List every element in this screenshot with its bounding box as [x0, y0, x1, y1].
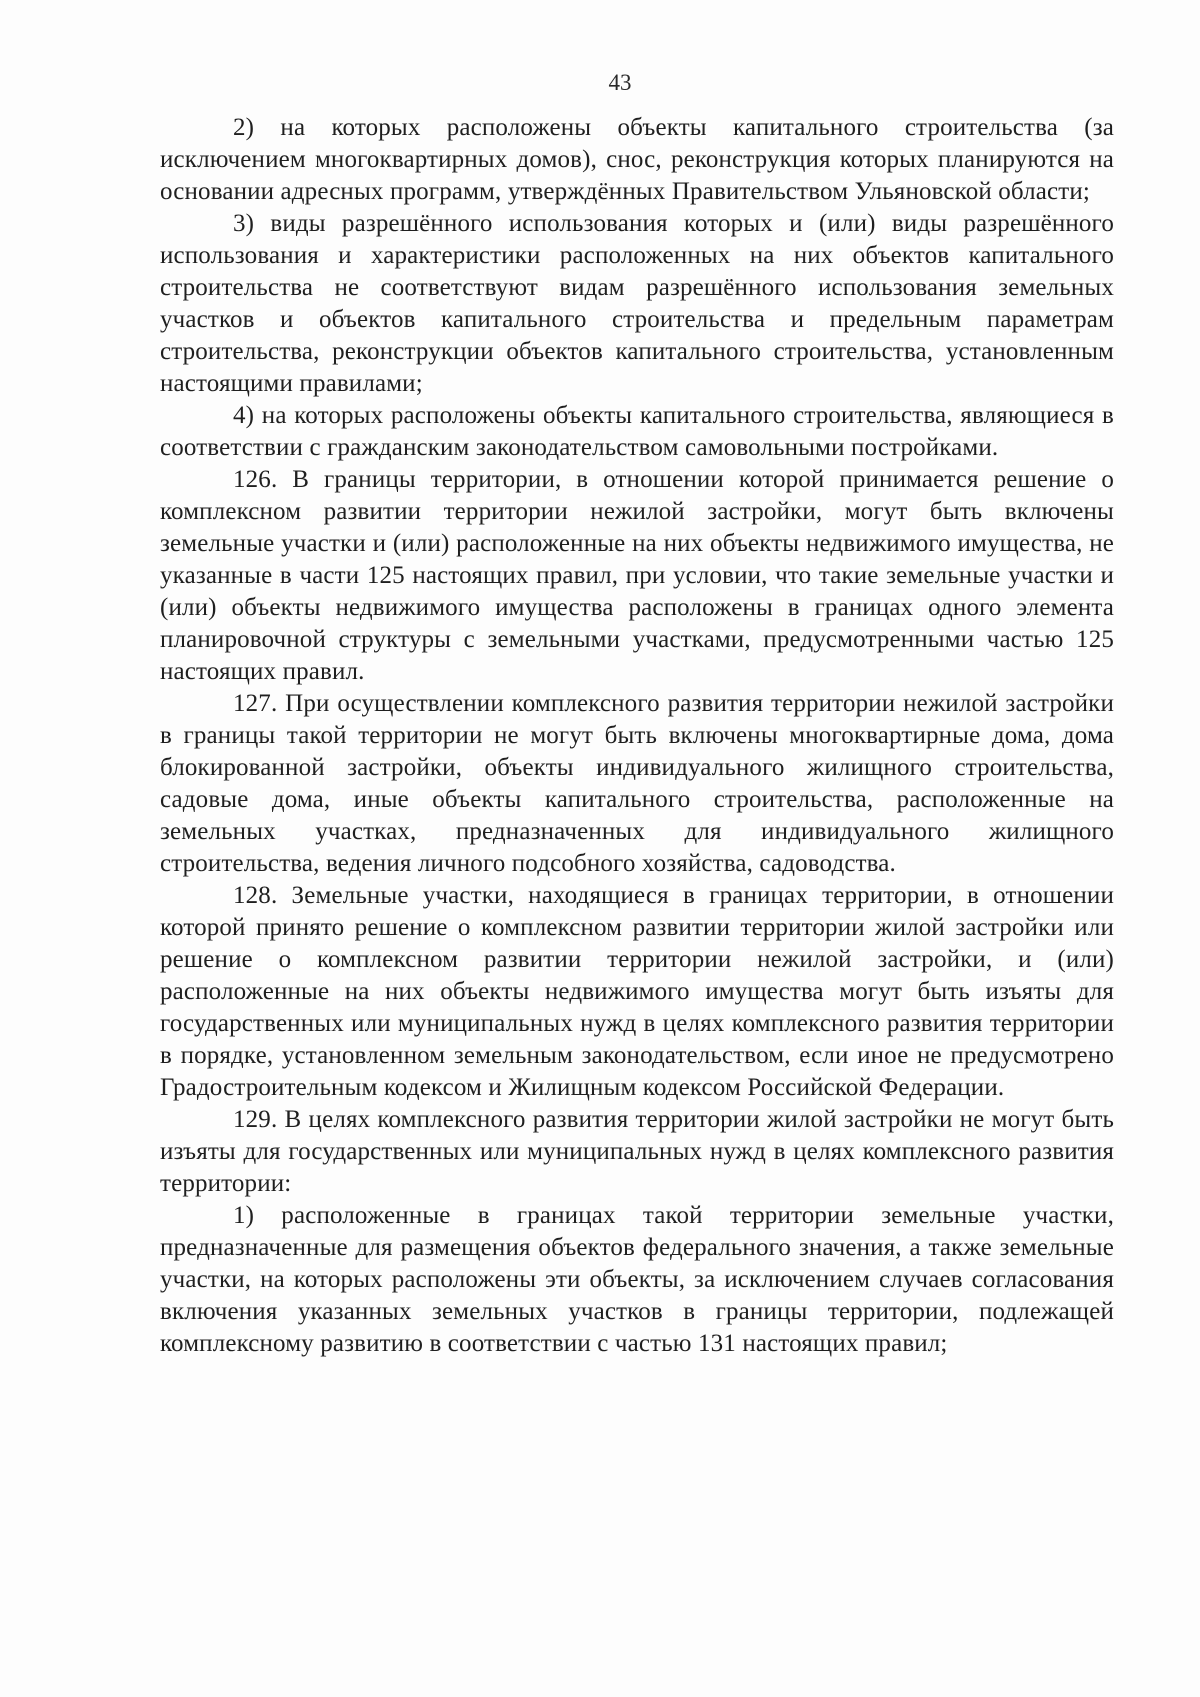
paragraph-item-2: 2) на которых расположены объекты капитального строительства (за исключением многоквартирных домов), снос, реконструкция которых планируются на основании адресных программ, утверждённых Правительством Ульяновской области;: [160, 114, 1114, 205]
paragraph-item-3: 3) виды разрешённого использования которых и (или) виды разрешённого использования и характеристики расположенных на них объектов капитального строительства не соответствуют видам разрешённого использования земельных участков и объектов капитального строительства и предельным параметрам строительства, реконструкции объектов капитального строительства, установленным настоящими правилами;: [160, 210, 1114, 397]
paragraph-item-1: 1) расположенные в границах такой территории земельные участки, предназначенные для размещения объектов федерального значения, а также земельные участки, на которых расположены эти объекты, за исключением случаев согласования включения указанных земельных участков в границы территории, подлежащей комплексному развитию в соответствии с частью 131 настоящих правил;: [160, 1202, 1114, 1357]
paragraph-section-127: 127. При осуществлении комплексного развития территории нежилой застройки в границы такой территории не могут быть включены многоквартирные дома, дома блокированной застройки, объекты индивидуального жилищного строительства, садовые дома, иные объекты капитального строительства, расположенные на земельных участках, предназначенных для индивидуального жилищного строительства, ведения личного подсобного хозяйства, садоводства.: [160, 690, 1114, 877]
paragraph-section-126: 126. В границы территории, в отношении которой принимается решение о комплексном развитии территории нежилой застройки, могут быть включены земельные участки и (или) расположенные на них объекты недвижимого имущества, не указанные в части 125 настоящих правил, при условии, что такие земельные участки и (или) объекты недвижимого имущества расположены в границах одного элемента планировочной структуры с земельными участками, предусмотренными частью 125 настоящих правил.: [160, 466, 1114, 685]
document-body: [160, 112, 1114, 1360]
paragraph-section-128: 128. Земельные участки, находящиеся в границах территории, в отношении которой принято решение о комплексном развитии территории жилой застройки или решение о комплексном развитии территории нежилой застройки, и (или) расположенные на них объекты недвижимого имущества могут быть изъяты для государственных или муниципальных нужд в целях комплексного развития территории в порядке, установленном земельным законодательством, если иное не предусмотрено Градостроительным кодексом и Жилищным кодексом Российской Федерации.: [160, 882, 1114, 1101]
paragraph-section-129: 129. В целях комплексного развития территории жилой застройки не могут быть изъяты для государственных или муниципальных нужд в целях комплексного развития территории:: [160, 1106, 1114, 1197]
page-number: 43: [608, 70, 632, 95]
paragraph-item-4: 4) на которых расположены объекты капитального строительства, являющиеся в соответствии с гражданским законодательством самовольными постройками.: [160, 402, 1114, 461]
